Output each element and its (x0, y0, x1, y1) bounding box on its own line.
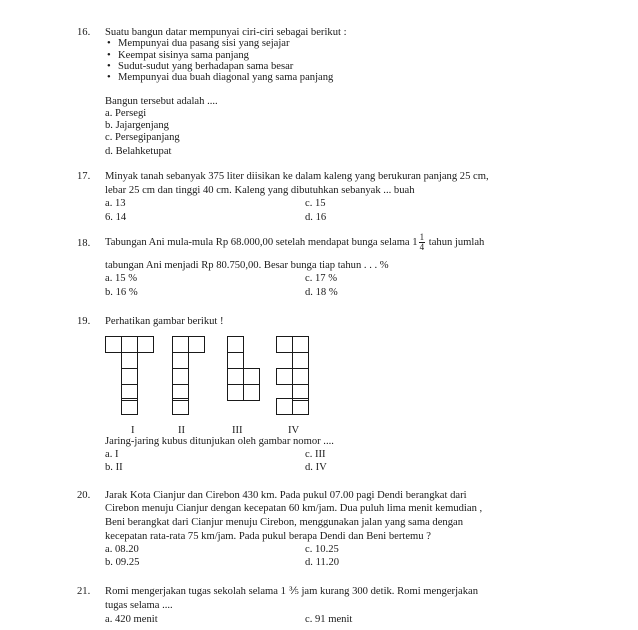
q16-stem: Suatu bangun datar mempunyai ciri-ciri sebagai berikut : (105, 27, 347, 38)
q19-number: 19. (77, 316, 91, 327)
q16-option: d. Belahketupat (105, 146, 172, 157)
q19-option: b. II (105, 462, 123, 473)
fraction: $\frac{1}{4}$ (419, 232, 425, 253)
q16-bullet: • Keempat sisinya sama panjang (108, 50, 249, 62)
q20-option: a. 08.20 (105, 544, 139, 555)
q18-option: b. 16 % (105, 287, 138, 298)
q20-option: c. 10.25 (305, 544, 339, 555)
q17-option: 6. 14 (105, 212, 127, 223)
q21-number: 21. (77, 586, 91, 597)
q17-line: Minyak tanah sebanyak 375 liter diisikan ke dalam kaleng yang berukuran panjang 25 cm, (105, 171, 489, 182)
q20-option: b. 09.25 (105, 557, 140, 568)
q20-line: Cirebon menuju Cianjur dengan kecepatan 60 km/jam. Dua puluh lima menit kemudian , (105, 503, 483, 514)
q16-option: c. Persegipanjang (105, 132, 180, 143)
q21-line: tugas selama .... (105, 600, 173, 611)
q17-line: lebar 25 cm dan tinggi 40 cm. Kaleng yang dibutuhkan sebanyak ... buah (105, 185, 415, 196)
q16-bullet: • Mempunyai dua buah diagonal yang sama panjang (108, 72, 333, 84)
q16-bullet: • Sudut-sudut yang berhadapan sama besar (108, 61, 293, 73)
q19-stem: Perhatikan gambar berikut ! (105, 316, 224, 327)
figure-label: IV (288, 425, 300, 436)
q20-number: 20. (77, 490, 91, 501)
q18-line: Tabungan Ani mula-mula Rp 68.000,00 setelah mendapat bunga selama 1 $\frac{1}{4}$ tahun jumlah (105, 232, 485, 253)
q16-number: 16. (77, 27, 91, 38)
q17-option: c. 15 (305, 198, 326, 209)
q19-option: d. IV (305, 462, 327, 473)
figure-label: III (232, 425, 243, 436)
q16-option: a. Persegi (105, 108, 147, 119)
q19-option: a. I (105, 449, 119, 460)
q16-option: b. Jajargenjang (105, 120, 169, 131)
q16-bullet: • Mempunyai dua pasang sisi yang sejajar (108, 38, 290, 50)
q20-line: Jarak Kota Cianjur dan Cirebon 430 km. Pada pukul 07.00 pagi Dendi berangkat dari (105, 490, 467, 501)
q18-option: c. 17 % (305, 273, 338, 284)
q18-option: d. 18 % (305, 287, 338, 298)
q19-question: Jaring-jaring kubus ditunjukan oleh gambar nomor .... (105, 436, 334, 447)
q19-option: c. III (305, 449, 326, 460)
q21-option: c. 91 menit (305, 614, 353, 625)
figure-label: I (131, 425, 135, 436)
q20-option: d. 11.20 (305, 557, 340, 568)
q16-question: Bangun tersebut adalah .... (105, 96, 218, 107)
q21-line: Romi mengerjakan tugas sekolah selama 1 ⅗ jam kurang 300 detik. Romi mengerjakan (105, 586, 479, 597)
q17-option: d. 16 (305, 212, 327, 223)
q18-line: tabungan Ani menjadi Rp 80.750,00. Besar bunga tiap tahun . . . % (105, 260, 389, 271)
q20-line: kecepatan rata-rata 75 km/jam. Pada pukul berapa Dendi dan Beni bertemu ? (105, 531, 431, 542)
figure-label: II (178, 425, 186, 436)
q18-option: a. 15 % (105, 273, 138, 284)
q17-number: 17. (77, 171, 91, 182)
q18-number: 18. (77, 238, 91, 249)
q17-option: a. 13 (105, 198, 126, 209)
q20-line: Beni berangkat dari Cianjur menuju Cirebon, menggunakan jalan yang sama dengan (105, 517, 464, 528)
q21-option: a. 420 menit (105, 614, 158, 625)
